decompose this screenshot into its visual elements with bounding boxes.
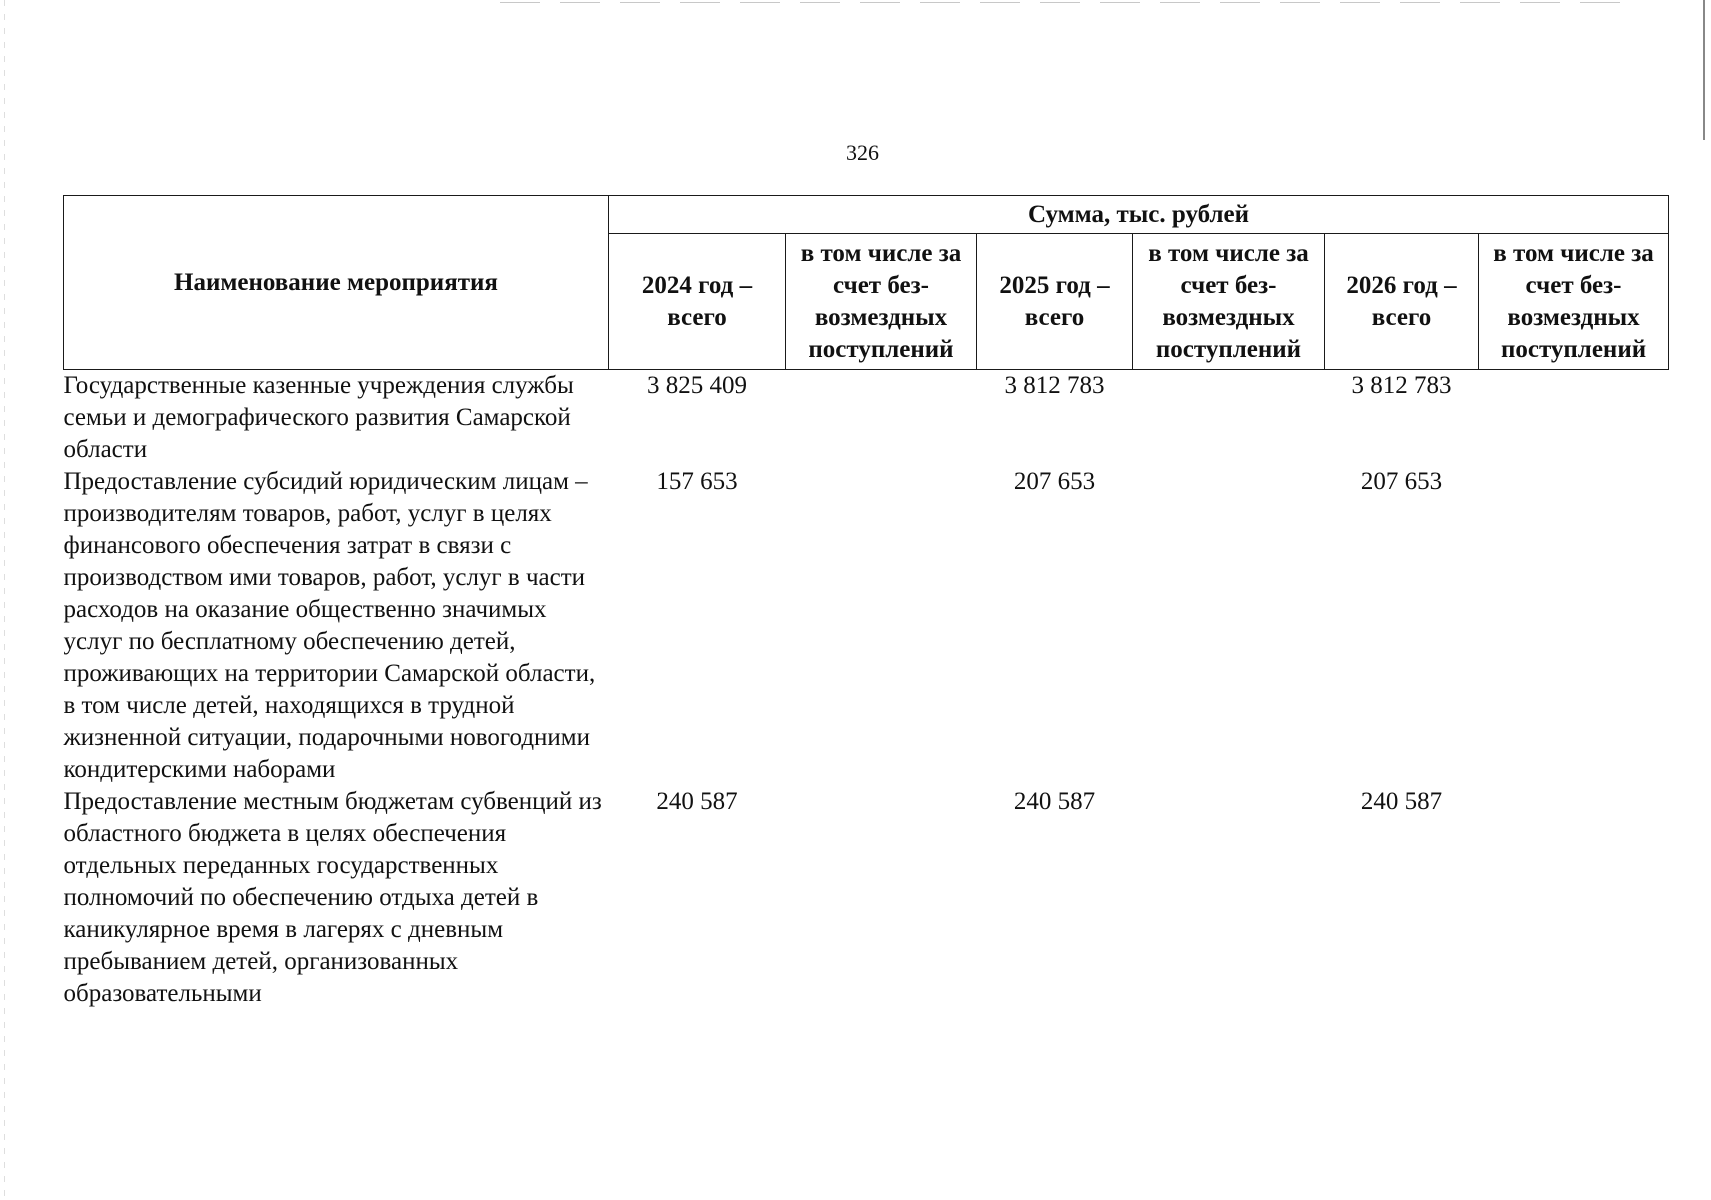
column-header-2026-total: 2026 год – всего [1325,234,1479,370]
value-2024-total: 157 653 [656,468,738,495]
value-2025-total: 3 812 783 [1004,372,1105,399]
value-2026-grants [1479,786,1669,1010]
scan-edge-top [500,2,1640,3]
value-2024-grants [786,786,977,1010]
activity-name: Предоставление местным бюджетам субвенций из областного бюджета в целях обеспечения отдельных переданных государственных полномочий по обеспечению отдыха детей в каникулярное время в лагерях с дневным пребыванием детей, организованных образовательными [63,788,602,1007]
value-2025-grants [1133,466,1325,786]
value-2025-total: 207 653 [1013,468,1096,495]
value-2026-total: 207 653 [1360,468,1443,495]
name-column-header: Наименование мероприятия [64,196,609,370]
value-2024-grants [786,466,977,786]
column-header-2024-grants: в том числе за счет без-возмездных поступлений [786,234,977,370]
page-number: 326 [846,140,879,165]
scan-edge-left [4,0,5,1200]
value-2024-grants [786,370,977,467]
sum-header: Сумма, тыс. рублей [609,196,1669,234]
table-row [64,370,1669,467]
activity-name: Государственные казенные учреждения службы семьи и демографического развития Самарской области [63,372,574,463]
value-2026-total: 240 587 [1360,788,1443,815]
value-2026-grants [1479,370,1669,467]
table-row [64,466,1669,786]
value-2024-total: 240 587 [656,788,738,815]
value-2026-total: 3 812 783 [1351,372,1452,399]
table-header [64,196,1669,370]
value-2025-total: 240 587 [1013,788,1096,815]
budget-table [63,195,1669,1010]
scan-edge-right [1703,0,1705,140]
table-body [64,370,1669,1011]
column-header-2024-total: 2024 год – всего [609,234,786,370]
activity-name: Предоставление субсидий юридическим лицам – производителям товаров, работ, услуг в целях финансового обеспечения затрат в связи с производством ими товаров, работ, услуг в части расходов на оказание общественно значимых услуг по бесплатному обеспечению детей, проживающих на территории Самарской области, в том числе детей, находящихся в трудной жизненной ситуации, подарочными новогодними кондитерскими наборами [63,468,596,783]
column-header-2026-grants: в том числе за счет без-возмездных поступлений [1479,234,1669,370]
column-header-2025-total: 2025 год – всего [977,234,1133,370]
value-2025-grants [1133,370,1325,467]
column-header-2025-grants: в том числе за счет без-возмездных поступлений [1133,234,1325,370]
value-2026-grants [1479,466,1669,786]
value-2025-grants [1133,786,1325,1010]
value-2024-total: 3 825 409 [647,372,747,399]
table-row [64,786,1669,1010]
